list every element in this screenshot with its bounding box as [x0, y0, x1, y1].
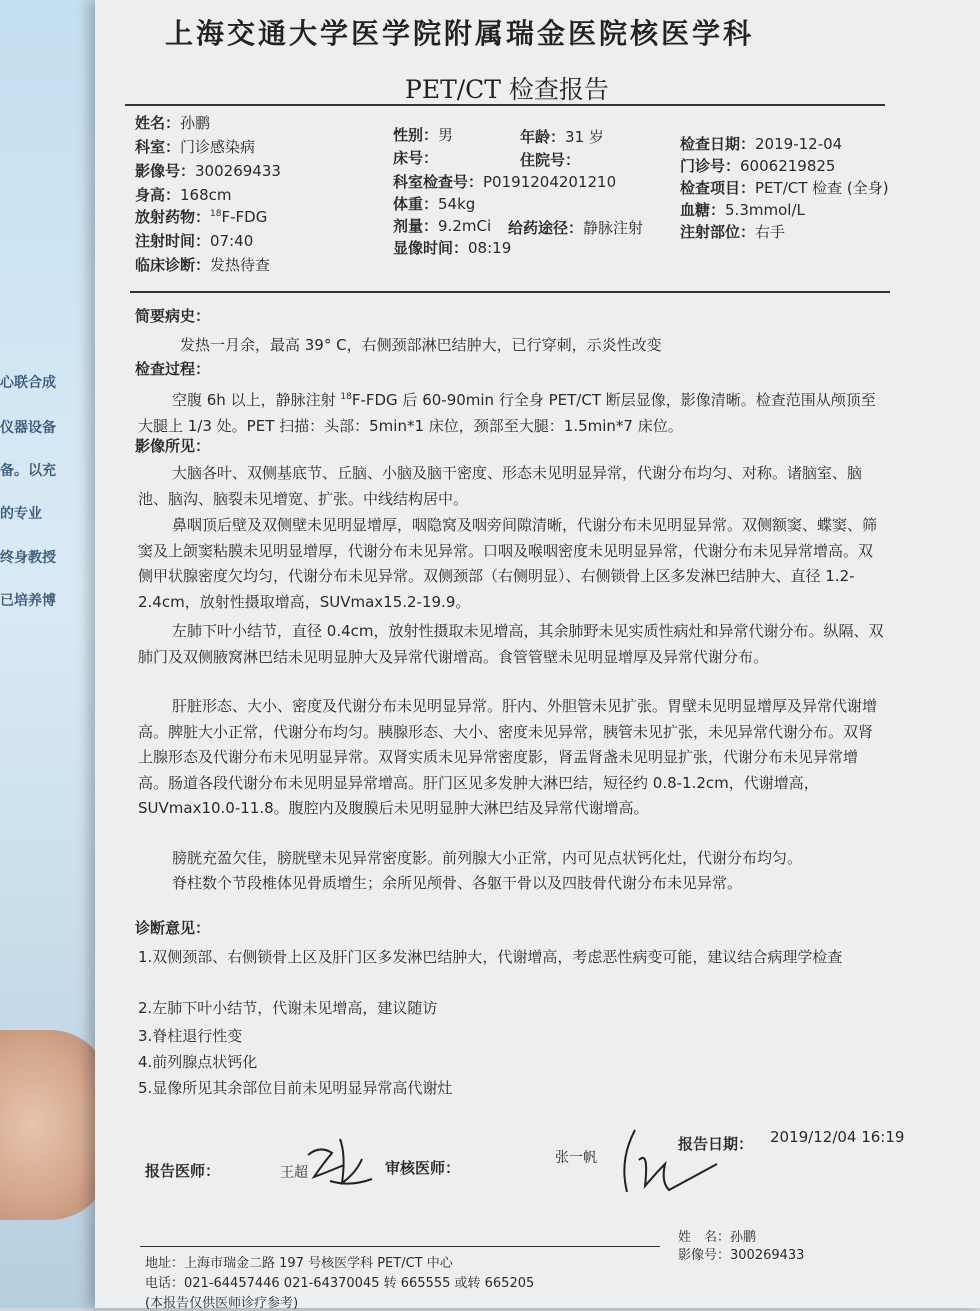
strip-text: 仪器设备	[0, 420, 56, 436]
footer-name: 孙鹏	[730, 1230, 757, 1245]
age: 31 岁	[565, 128, 604, 146]
diagnosis-item: 1.双侧颈部、右侧锁骨上区及肝门区多发淋巴结肿大，代谢增高，考虑恶性病变可能，建议结合病理学检查	[138, 948, 843, 966]
findings-paragraph: 膀胱充盈欠佳，膀胱壁未见异常密度影。前列腺大小正常，内可见点状钙化灶，代谢分布均匀。	[172, 849, 803, 867]
exam-date: 2019-12-04	[755, 135, 843, 153]
exam-item: PET/CT 检查 (全身)	[755, 179, 889, 197]
sex: 男	[438, 126, 454, 144]
diagnosis-heading: 诊断意见：	[135, 919, 211, 937]
history-heading: 简要病史：	[135, 307, 211, 325]
history-text: 发热一月余，最高 39° C，右侧颈部淋巴结肿大，已行穿刺，示炎性改变	[180, 336, 662, 354]
dose-row: 剂量：9.2mCi	[393, 217, 492, 235]
procedure-heading: 检查过程：	[135, 360, 211, 378]
procedure-text: 空腹 6h 以上，静脉注射 $^{18}$F-FDG 后 60-90min 行全身 PET/CT 断层显像，影像清晰。检查范围从颅顶至大腿上 1/3 处。PET 扫描：头部：5min*1 床位，颈部至大腿：1.5min*7 床位。	[138, 391, 876, 435]
image-no: 300269433	[195, 162, 281, 180]
patient-name-row: 姓名：孙鹏	[135, 114, 211, 132]
findings-paragraph: 鼻咽顶后壁及双侧壁未见明显增厚，咽隐窝及咽旁间隙清晰，代谢分布未见明显异常。双侧额窦、蝶窦、筛窦及上颌窦粘膜未见明显增厚，代谢分布未见异常。口咽及喉咽密度未见明显异常，代谢分布未见异常增高。双侧甲状腺密度欠均匀，代谢分布未见异常。双侧颈部（右侧明显）、右侧锁骨上区多发淋巴结肿大、直径 1.2-2.4cm，放射性摄取增高，SUVmax15.2-19.9。	[138, 516, 878, 611]
dept-exam-no-row: 科室检查号：P0191204201210	[393, 173, 617, 191]
report-date: 2019/12/04 16:19	[770, 1128, 905, 1146]
dept-exam-no: P0191204201210	[483, 173, 617, 191]
dept-row: 科室：门诊感染病	[135, 138, 256, 156]
findings-paragraph: 脊柱数个节段椎体见骨质增生；余所见颅骨、各躯干骨以及四肢骨代谢分布未见异常。	[172, 874, 743, 892]
exam-date-row: 检查日期：2019-12-04	[680, 135, 843, 153]
outpatient-no: 6006219825	[740, 157, 836, 175]
top-rule	[125, 104, 885, 106]
inpatient-row: 住院号：	[520, 151, 581, 169]
findings-paragraph: 大脑各叶、双侧基底节、丘脑、小脑及脑干密度、形态未见明显异常，代谢分布均匀、对称。诸脑室、脑池、脑沟、脑裂未见增宽、扩张。中线结构居中。	[138, 464, 863, 508]
strip-text: 的专业	[0, 506, 42, 522]
height-row: 身高：168cm	[135, 186, 232, 204]
imaging-time-row: 显像时间：08:19	[393, 239, 512, 257]
exam-item-row: 检查项目：PET/CT 检查 (全身)	[680, 179, 889, 197]
inject-time: 07:40	[210, 232, 254, 250]
report-date-label: 报告日期：	[678, 1135, 754, 1153]
diagnosis-item: 2.左肺下叶小结节，代谢未见增高，建议随访	[138, 999, 438, 1017]
glucose-row: 血糖：5.3mmol/L	[680, 201, 805, 219]
strip-text: 已培养博	[0, 593, 56, 609]
footer-phone: 电话：021-64457446 021-64370045 转 665555 或转 665205	[145, 1276, 535, 1291]
strip-text: 终身教授	[0, 550, 56, 566]
age-row: 年龄：31 岁	[520, 128, 604, 146]
inject-site-row: 注射部位：右手	[680, 223, 786, 241]
imaging-time: 08:19	[468, 239, 512, 257]
image-no-row: 影像号：300269433	[135, 162, 281, 180]
outpatient-no-row: 门诊号：6006219825	[680, 157, 836, 175]
reporter-label: 报告医师：	[145, 1162, 221, 1180]
footer-rule	[140, 1246, 660, 1247]
footer-image-no-row: 影像号：300269433	[678, 1248, 805, 1263]
sex-row: 性别：男	[393, 126, 454, 144]
inject-site: 右手	[755, 223, 786, 241]
route-row: 给药途径：静脉注射	[508, 219, 644, 237]
info-rule	[130, 291, 890, 293]
diagnosis-item: 3.脊柱退行性变	[138, 1027, 243, 1045]
clinical-dx-row: 临床诊断：发热待查	[135, 256, 271, 274]
height: 168cm	[180, 186, 232, 204]
diagnosis-item: 4.前列腺点状钙化	[138, 1053, 258, 1071]
report-title: PET/CT 检查报告	[405, 75, 609, 104]
reviewer-name: 张一帆	[555, 1150, 597, 1166]
clinical-dx: 发热待查	[210, 256, 271, 274]
footer-image-no: 300269433	[730, 1248, 805, 1263]
tracer: F-FDG	[221, 208, 268, 226]
diagnosis-item: 5.显像所见其余部位目前未见明显异常高代谢灶	[138, 1079, 453, 1097]
footer-name-row: 姓 名：孙鹏	[678, 1230, 757, 1245]
tracer-row: 放射药物：$^{18}$F-FDG	[135, 208, 268, 226]
weight: 54kg	[438, 195, 476, 213]
strip-text: 心联合成	[0, 375, 56, 391]
patient-name: 孙鹏	[180, 114, 211, 132]
strip-text: 备。以充	[0, 463, 56, 479]
findings-paragraph: 左肺下叶小结节，直径 0.4cm，放射性摄取未见增高，其余肺野未见实质性病灶和异常代谢分布。纵隔、双肺门及双侧腋窝淋巴结未见明显肿大及异常代谢增高。食管管壁未见明显增厚及异常代谢分布。	[138, 622, 884, 666]
thumb	[0, 1030, 110, 1220]
inject-time-row: 注射时间：07:40	[135, 232, 254, 250]
dose: 9.2mCi	[438, 217, 492, 235]
bed-row: 床号：	[393, 149, 439, 167]
footer-address: 地址：上海市瑞金二路 197 号核医学科 PET/CT 中心	[145, 1256, 453, 1271]
reporter-name: 王超	[280, 1165, 308, 1181]
footer-note: (本报告仅供医师诊疗参考)	[145, 1296, 299, 1311]
findings-paragraph: 肝脏形态、大小、密度及代谢分布未见明显异常。肝内、外胆管未见扩张。胃壁未见明显增厚及异常代谢增高。脾脏大小正常，代谢分布均匀。胰腺形态、大小、密度未见异常，胰管未见扩张，未见异常代谢分布。双肾上腺形态及代谢分布未见明显异常。双肾实质未见异常密度影，肾盂肾盏未见明显扩张，代谢分布未见异常增高。肠道各段代谢分布未见明显异常增高。肝门区见多发肿大淋巴结，短径约 0.8-1.2cm，代谢增高，SUVmax10.0-11.8。腹腔内及腹膜后未见明显肿大淋巴结及异常代谢增高。	[138, 697, 878, 817]
route: 静脉注射	[583, 219, 644, 237]
reviewer-signature	[605, 1120, 725, 1200]
weight-row: 体重：54kg	[393, 195, 476, 213]
findings-heading: 影像所见：	[135, 437, 211, 455]
glucose: 5.3mmol/L	[725, 201, 805, 219]
reporter-signature	[300, 1125, 380, 1195]
dept: 门诊感染病	[180, 138, 256, 156]
hospital-title: 上海交通大学医学院附属瑞金医院核医学科	[165, 17, 755, 50]
reviewer-label: 审核医师：	[385, 1159, 461, 1177]
